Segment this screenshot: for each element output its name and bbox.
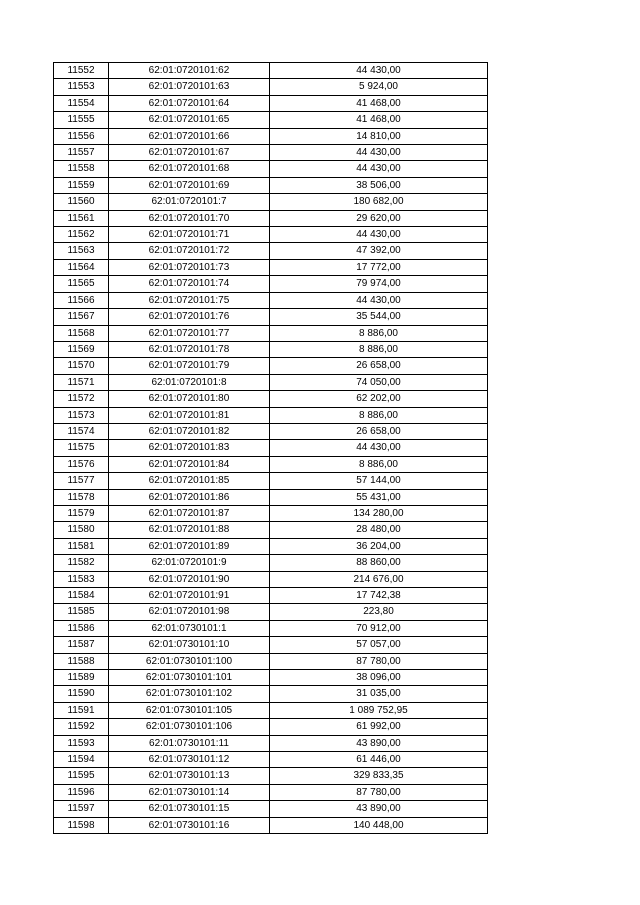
table-row <box>54 768 488 784</box>
value-cell: 41 468,00 <box>270 112 488 128</box>
row-number-cell: 11593 <box>54 735 109 751</box>
data-table <box>53 62 488 834</box>
cadastral-number-cell: 62:01:0730101:13 <box>109 768 270 784</box>
cadastral-number-cell: 62:01:0720101:65 <box>109 112 270 128</box>
value-cell: 47 392,00 <box>270 243 488 259</box>
table-row <box>54 325 488 341</box>
cadastral-number-cell: 62:01:0730101:16 <box>109 817 270 833</box>
row-number-cell: 11554 <box>54 95 109 111</box>
value-cell: 31 035,00 <box>270 686 488 702</box>
table-row <box>54 752 488 768</box>
table-row <box>54 702 488 718</box>
row-number-cell: 11594 <box>54 752 109 768</box>
value-cell: 223,80 <box>270 604 488 620</box>
row-number-cell: 11566 <box>54 292 109 308</box>
cadastral-number-cell: 62:01:0720101:7 <box>109 194 270 210</box>
value-cell: 38 096,00 <box>270 670 488 686</box>
value-cell: 44 430,00 <box>270 292 488 308</box>
value-cell: 17 772,00 <box>270 259 488 275</box>
cadastral-number-cell: 62:01:0720101:8 <box>109 374 270 390</box>
value-cell: 1 089 752,95 <box>270 702 488 718</box>
row-number-cell: 11595 <box>54 768 109 784</box>
table-row <box>54 309 488 325</box>
value-cell: 17 742,38 <box>270 588 488 604</box>
table-row <box>54 145 488 161</box>
table-row <box>54 243 488 259</box>
row-number-cell: 11585 <box>54 604 109 620</box>
cadastral-number-cell: 62:01:0730101:101 <box>109 670 270 686</box>
table-row <box>54 259 488 275</box>
value-cell: 44 430,00 <box>270 145 488 161</box>
cadastral-number-cell: 62:01:0720101:64 <box>109 95 270 111</box>
cadastral-number-cell: 62:01:0720101:83 <box>109 440 270 456</box>
row-number-cell: 11583 <box>54 571 109 587</box>
row-number-cell: 11581 <box>54 538 109 554</box>
table-row <box>54 79 488 95</box>
row-number-cell: 11563 <box>54 243 109 259</box>
table-row <box>54 374 488 390</box>
cadastral-number-cell: 62:01:0720101:91 <box>109 588 270 604</box>
table-row <box>54 735 488 751</box>
row-number-cell: 11577 <box>54 473 109 489</box>
row-number-cell: 11578 <box>54 489 109 505</box>
row-number-cell: 11579 <box>54 505 109 521</box>
value-cell: 70 912,00 <box>270 620 488 636</box>
row-number-cell: 11589 <box>54 670 109 686</box>
row-number-cell: 11590 <box>54 686 109 702</box>
row-number-cell: 11591 <box>54 702 109 718</box>
cadastral-number-cell: 62:01:0720101:80 <box>109 391 270 407</box>
cadastral-number-cell: 62:01:0720101:68 <box>109 161 270 177</box>
row-number-cell: 11573 <box>54 407 109 423</box>
row-number-cell: 11564 <box>54 259 109 275</box>
table-row <box>54 538 488 554</box>
row-number-cell: 11559 <box>54 177 109 193</box>
table-row <box>54 686 488 702</box>
value-cell: 57 144,00 <box>270 473 488 489</box>
cadastral-number-cell: 62:01:0720101:85 <box>109 473 270 489</box>
value-cell: 88 860,00 <box>270 555 488 571</box>
value-cell: 134 280,00 <box>270 505 488 521</box>
row-number-cell: 11580 <box>54 522 109 538</box>
row-number-cell: 11552 <box>54 63 109 79</box>
cadastral-number-cell: 62:01:0720101:71 <box>109 227 270 243</box>
value-cell: 140 448,00 <box>270 817 488 833</box>
value-cell: 329 833,35 <box>270 768 488 784</box>
value-cell: 8 886,00 <box>270 456 488 472</box>
value-cell: 74 050,00 <box>270 374 488 390</box>
cadastral-number-cell: 62:01:0720101:63 <box>109 79 270 95</box>
value-cell: 36 204,00 <box>270 538 488 554</box>
value-cell: 61 992,00 <box>270 719 488 735</box>
row-number-cell: 11558 <box>54 161 109 177</box>
cadastral-number-cell: 62:01:0720101:67 <box>109 145 270 161</box>
table-row <box>54 637 488 653</box>
cadastral-number-cell: 62:01:0720101:69 <box>109 177 270 193</box>
row-number-cell: 11572 <box>54 391 109 407</box>
table-row <box>54 227 488 243</box>
row-number-cell: 11567 <box>54 309 109 325</box>
value-cell: 44 430,00 <box>270 63 488 79</box>
cadastral-number-cell: 62:01:0730101:15 <box>109 801 270 817</box>
value-cell: 44 430,00 <box>270 161 488 177</box>
cadastral-number-cell: 62:01:0720101:90 <box>109 571 270 587</box>
table-row <box>54 210 488 226</box>
value-cell: 41 468,00 <box>270 95 488 111</box>
cadastral-number-cell: 62:01:0720101:89 <box>109 538 270 554</box>
cadastral-number-cell: 62:01:0720101:62 <box>109 63 270 79</box>
row-number-cell: 11592 <box>54 719 109 735</box>
cadastral-number-cell: 62:01:0720101:76 <box>109 309 270 325</box>
table-row <box>54 63 488 79</box>
cadastral-number-cell: 62:01:0720101:98 <box>109 604 270 620</box>
table-row <box>54 423 488 439</box>
table-row <box>54 456 488 472</box>
table-row <box>54 571 488 587</box>
table-row <box>54 292 488 308</box>
cadastral-number-cell: 62:01:0720101:79 <box>109 358 270 374</box>
row-number-cell: 11568 <box>54 325 109 341</box>
value-cell: 8 886,00 <box>270 407 488 423</box>
cadastral-number-cell: 62:01:0730101:102 <box>109 686 270 702</box>
cadastral-number-cell: 62:01:0730101:100 <box>109 653 270 669</box>
value-cell: 8 886,00 <box>270 325 488 341</box>
row-number-cell: 11569 <box>54 341 109 357</box>
row-number-cell: 11597 <box>54 801 109 817</box>
value-cell: 55 431,00 <box>270 489 488 505</box>
table-row <box>54 112 488 128</box>
table-row <box>54 489 488 505</box>
cadastral-number-cell: 62:01:0720101:88 <box>109 522 270 538</box>
row-number-cell: 11557 <box>54 145 109 161</box>
value-cell: 43 890,00 <box>270 735 488 751</box>
table-row <box>54 473 488 489</box>
cadastral-number-cell: 62:01:0720101:74 <box>109 276 270 292</box>
row-number-cell: 11587 <box>54 637 109 653</box>
row-number-cell: 11555 <box>54 112 109 128</box>
table-row <box>54 620 488 636</box>
cadastral-number-cell: 62:01:0720101:78 <box>109 341 270 357</box>
value-cell: 62 202,00 <box>270 391 488 407</box>
row-number-cell: 11586 <box>54 620 109 636</box>
row-number-cell: 11570 <box>54 358 109 374</box>
cadastral-number-cell: 62:01:0730101:106 <box>109 719 270 735</box>
table-row <box>54 588 488 604</box>
value-cell: 57 057,00 <box>270 637 488 653</box>
table-row <box>54 555 488 571</box>
cadastral-number-cell: 62:01:0720101:75 <box>109 292 270 308</box>
value-cell: 28 480,00 <box>270 522 488 538</box>
cadastral-number-cell: 62:01:0730101:11 <box>109 735 270 751</box>
table-row <box>54 653 488 669</box>
cadastral-number-cell: 62:01:0730101:12 <box>109 752 270 768</box>
table-row <box>54 407 488 423</box>
value-cell: 44 430,00 <box>270 440 488 456</box>
table-row <box>54 358 488 374</box>
value-cell: 35 544,00 <box>270 309 488 325</box>
cadastral-number-cell: 62:01:0730101:105 <box>109 702 270 718</box>
table-row <box>54 276 488 292</box>
row-number-cell: 11596 <box>54 784 109 800</box>
row-number-cell: 11575 <box>54 440 109 456</box>
row-number-cell: 11598 <box>54 817 109 833</box>
value-cell: 5 924,00 <box>270 79 488 95</box>
cadastral-number-cell: 62:01:0730101:1 <box>109 620 270 636</box>
value-cell: 214 676,00 <box>270 571 488 587</box>
value-cell: 29 620,00 <box>270 210 488 226</box>
value-cell: 26 658,00 <box>270 423 488 439</box>
cadastral-number-cell: 62:01:0720101:66 <box>109 128 270 144</box>
cadastral-number-cell: 62:01:0720101:82 <box>109 423 270 439</box>
row-number-cell: 11565 <box>54 276 109 292</box>
row-number-cell: 11582 <box>54 555 109 571</box>
row-number-cell: 11556 <box>54 128 109 144</box>
cadastral-number-cell: 62:01:0720101:77 <box>109 325 270 341</box>
table-row <box>54 505 488 521</box>
row-number-cell: 11561 <box>54 210 109 226</box>
cadastral-number-cell: 62:01:0720101:70 <box>109 210 270 226</box>
value-cell: 38 506,00 <box>270 177 488 193</box>
table-row <box>54 391 488 407</box>
row-number-cell: 11571 <box>54 374 109 390</box>
table-row <box>54 784 488 800</box>
value-cell: 87 780,00 <box>270 784 488 800</box>
cadastral-number-cell: 62:01:0720101:81 <box>109 407 270 423</box>
table-row <box>54 177 488 193</box>
table-row <box>54 801 488 817</box>
table-row <box>54 670 488 686</box>
cadastral-number-cell: 62:01:0720101:9 <box>109 555 270 571</box>
row-number-cell: 11562 <box>54 227 109 243</box>
value-cell: 26 658,00 <box>270 358 488 374</box>
value-cell: 14 810,00 <box>270 128 488 144</box>
row-number-cell: 11553 <box>54 79 109 95</box>
table-row <box>54 604 488 620</box>
row-number-cell: 11584 <box>54 588 109 604</box>
table-row <box>54 522 488 538</box>
table-row <box>54 719 488 735</box>
cadastral-number-cell: 62:01:0720101:87 <box>109 505 270 521</box>
value-cell: 61 446,00 <box>270 752 488 768</box>
value-cell: 180 682,00 <box>270 194 488 210</box>
row-number-cell: 11576 <box>54 456 109 472</box>
table-body <box>54 63 488 834</box>
row-number-cell: 11574 <box>54 423 109 439</box>
table-row <box>54 161 488 177</box>
value-cell: 87 780,00 <box>270 653 488 669</box>
cadastral-number-cell: 62:01:0720101:72 <box>109 243 270 259</box>
table-row <box>54 95 488 111</box>
table-row <box>54 128 488 144</box>
table-row <box>54 194 488 210</box>
value-cell: 43 890,00 <box>270 801 488 817</box>
cadastral-number-cell: 62:01:0720101:73 <box>109 259 270 275</box>
cadastral-number-cell: 62:01:0730101:14 <box>109 784 270 800</box>
cadastral-number-cell: 62:01:0720101:84 <box>109 456 270 472</box>
row-number-cell: 11560 <box>54 194 109 210</box>
table-row <box>54 440 488 456</box>
table-row <box>54 817 488 833</box>
table-row <box>54 341 488 357</box>
value-cell: 8 886,00 <box>270 341 488 357</box>
cadastral-number-cell: 62:01:0730101:10 <box>109 637 270 653</box>
value-cell: 44 430,00 <box>270 227 488 243</box>
cadastral-number-cell: 62:01:0720101:86 <box>109 489 270 505</box>
row-number-cell: 11588 <box>54 653 109 669</box>
value-cell: 79 974,00 <box>270 276 488 292</box>
